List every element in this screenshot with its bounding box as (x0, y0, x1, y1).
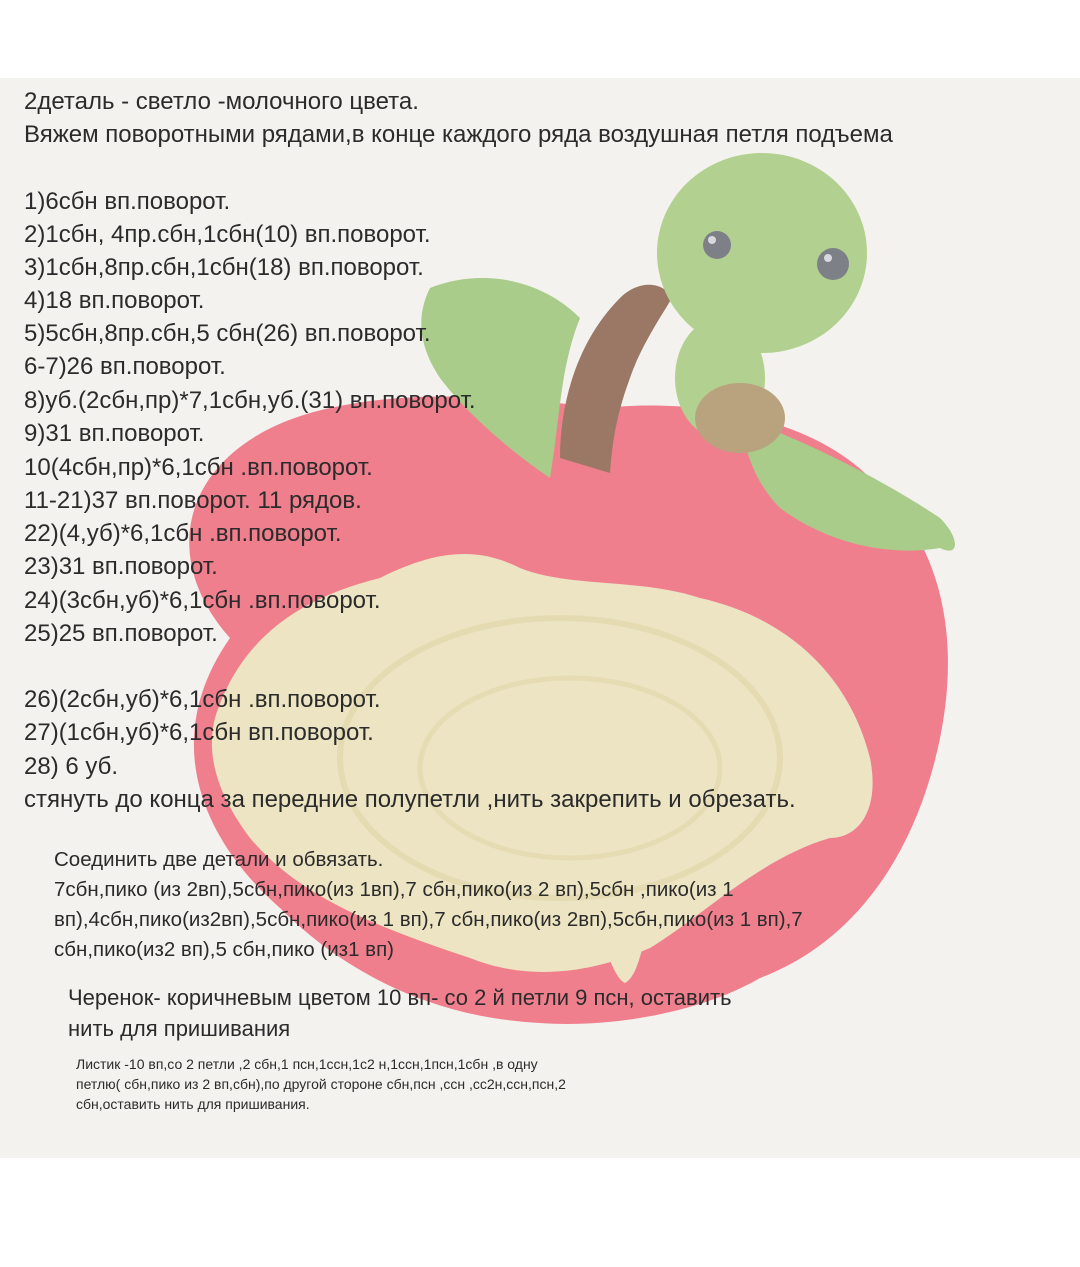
main-line: 10(4сбн,пр)*6,1сбн .вп.поворот. (24, 454, 373, 481)
main-line: 27)(1сбн,уб)*6,1сбн вп.поворот. (24, 719, 374, 746)
stem-line: нить для пришивания (68, 1016, 291, 1041)
leaf-line: Листик -10 вп,со 2 петли ,2 сбн,1 псн,1ссн,1с2 н,1ссн,1псн,1сбн ,в одну (76, 1056, 538, 1072)
main-line: стянуть до конца за передние полупетли ,нить закрепить и обрезать. (24, 786, 796, 813)
join-line: вп),4сбн,пико(из2вп),5сбн,пико(из 1 вп),7 сбн,пико(из 2вп),5сбн,пико(из 1 вп),7 (54, 908, 803, 931)
main-line: 4)18 вп.поворот. (24, 287, 205, 314)
pattern-text (0, 78, 1080, 1158)
main-line: 28) 6 уб. (24, 753, 119, 780)
main-line: 2деталь - светло -молочного цвета. (24, 88, 419, 115)
main-line: 3)1сбн,8пр.сбн,1сбн(18) вп.поворот. (24, 254, 424, 281)
main-line: 22)(4,уб)*6,1сбн .вп.поворот. (24, 520, 342, 547)
main-line: Вяжем поворотными рядами,в конце каждого ряда воздушная петля подъема (24, 121, 893, 148)
stem-line: Черенок- коричневым цветом 10 вп- со 2 й петли 9 псн, оставить (68, 985, 732, 1010)
main-line: 2)1сбн, 4пр.сбн,1сбн(10) вп.поворот. (24, 221, 431, 248)
main-line: 8)уб.(2сбн,пр)*7,1сбн,уб.(31) вп.поворот. (24, 387, 476, 414)
main-line: 9)31 вп.поворот. (24, 420, 205, 447)
join-line: сбн,пико(из2 вп),5 сбн,пико (из1 вп) (54, 938, 394, 961)
main-line: 5)5сбн,8пр.сбн,5 сбн(26) вп.поворот. (24, 320, 431, 347)
main-line: 25)25 вп.поворот. (24, 620, 218, 647)
main-line: 23)31 вп.поворот. (24, 553, 218, 580)
main-line: 24)(3сбн,уб)*6,1сбн .вп.поворот. (24, 587, 381, 614)
main-line: 6-7)26 вп.поворот. (24, 353, 226, 380)
leaf-line: сбн,оставить нить для пришивания. (76, 1096, 310, 1112)
main-line: 11-21)37 вп.поворот. 11 рядов. (24, 487, 362, 514)
main-line: 26)(2сбн,уб)*6,1сбн .вп.поворот. (24, 686, 381, 713)
join-line: 7сбн,пико (из 2вп),5сбн,пико(из 1вп),7 сбн,пико(из 2 вп),5сбн ,пико(из 1 (54, 878, 734, 901)
join-line: Соединить две детали и обвязать. (54, 848, 384, 871)
pattern-image (0, 78, 1080, 1158)
main-line: 1)6сбн вп.поворот. (24, 188, 231, 215)
leaf-line: петлю( сбн,пико из 2 вп,сбн),по другой стороне сбн,псн ,ссн ,сс2н,ссн,псн,2 (76, 1076, 566, 1092)
